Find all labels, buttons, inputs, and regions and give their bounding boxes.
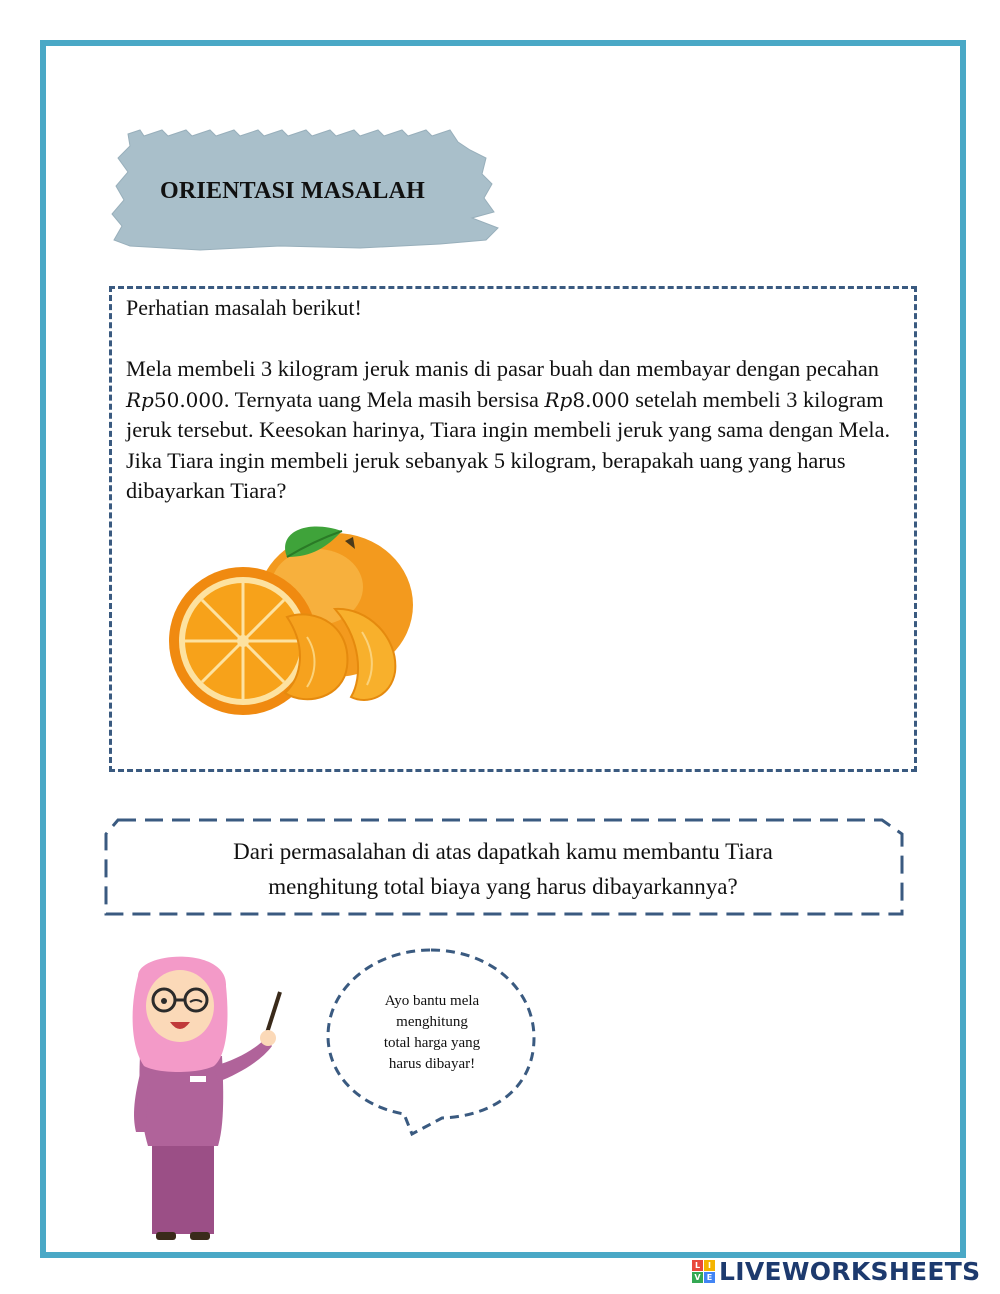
problem-intro: Perhatian masalah berikut! <box>126 295 362 320</box>
liveworksheets-logo-icon <box>692 1260 715 1283</box>
money-amount-1 <box>126 388 224 412</box>
question-line-1: Dari permasalahan di atas dapatkah kamu membantu Tiara <box>233 839 773 864</box>
question-line-2: menghitung total biaya yang harus dibayarkannya? <box>268 874 738 899</box>
money-value-2: 8.000 <box>572 387 630 412</box>
speech-line-1: Ayo bantu mela <box>384 993 480 1009</box>
oranges-icon <box>167 517 417 717</box>
logo-letter-l: L <box>692 1260 703 1271</box>
problem-text-part3: setelah membeli 3 kilogram jeruk tersebut. Keesokan harinya, Tiara ingin membeli jeruk yang sama dengan Mela. Jika Tiara ingin membeli jeruk sebanyak 5 kilogram, berapakah uang yang harus dibayarkan Tiara? <box>126 386 891 503</box>
question-text <box>102 834 904 904</box>
money-value-1: 50.000 <box>153 387 224 412</box>
problem-text-part1: Mela membeli 3 kilogram jeruk manis di pasar buah dan membayar dengan pecahan <box>126 356 879 381</box>
speech-bubble-text <box>360 991 504 1075</box>
brand-text: LIVEWORKSHEETS <box>719 1256 981 1286</box>
question-box <box>102 816 904 916</box>
problem-box <box>109 286 917 772</box>
oranges-illustration <box>167 517 417 722</box>
logo-letter-i: I <box>704 1260 715 1271</box>
problem-text-part2: . Ternyata uang Mela masih bersisa <box>223 386 545 412</box>
money-prefix-1: Rp <box>126 387 154 412</box>
speech-line-2: menghitung <box>396 1014 468 1030</box>
teacher-icon <box>118 946 288 1246</box>
speech-line-3: total harga yang <box>383 1035 481 1051</box>
speech-line-4: harus dibayar! <box>388 1056 476 1072</box>
section-banner <box>110 128 500 253</box>
brand-logo <box>692 1256 980 1286</box>
logo-letter-e: E <box>704 1272 715 1283</box>
banner-title: ORIENTASI MASALAH <box>160 178 425 204</box>
teacher-illustration <box>118 946 288 1251</box>
problem-text <box>126 354 926 507</box>
money-amount-2 <box>544 388 629 412</box>
logo-letter-v: V <box>692 1272 703 1283</box>
money-prefix-2: Rp <box>544 387 573 412</box>
